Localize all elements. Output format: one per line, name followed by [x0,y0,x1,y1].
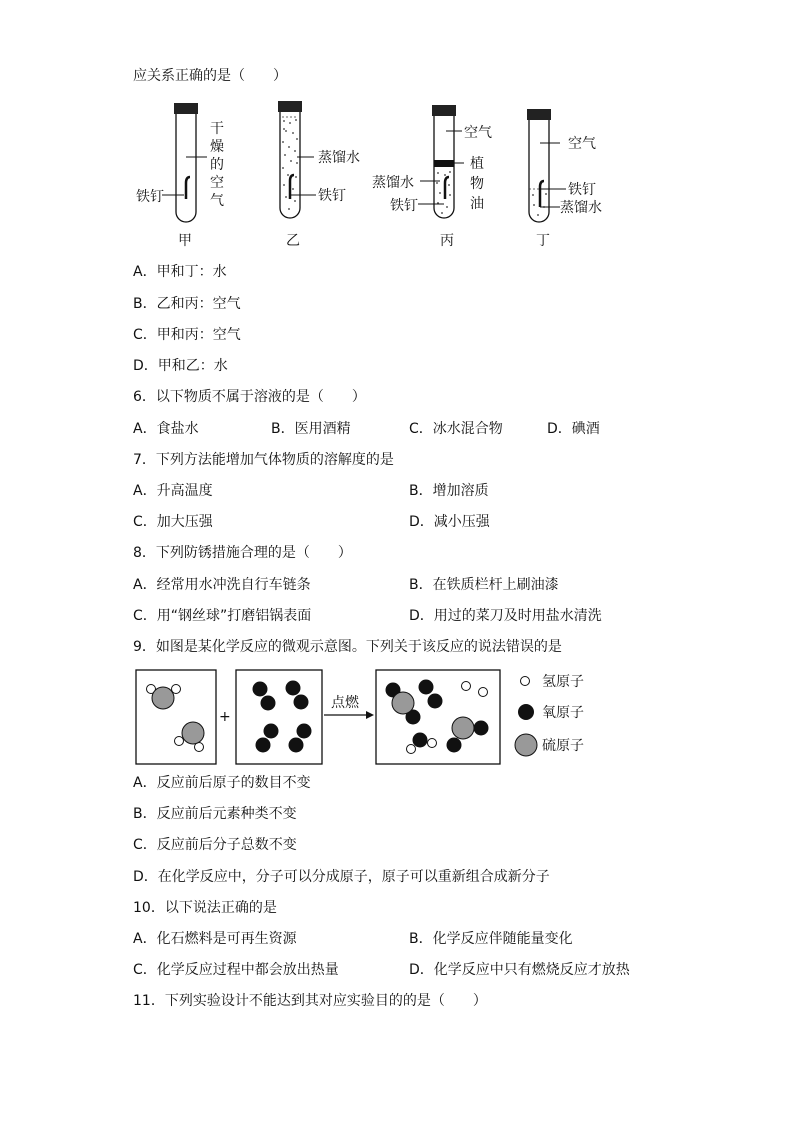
oxygen-atom-icon [518,704,534,720]
q10-option-a[interactable]: A．化石燃料是可再生资源 [133,931,297,947]
q8-option-c[interactable]: C．用“钢丝球”打磨铝锅表面 [133,608,312,624]
question-5-stem-tail: 应关系正确的是（ ） [133,68,287,84]
bing-oil-label-2: 物 [470,176,484,192]
q9-option-a[interactable]: A．反应前后原子的数目不变 [133,775,311,791]
tube-yi [278,101,360,249]
yi-water-label: 蒸馏水 [318,150,360,166]
test-tube-figure [120,95,640,255]
sulfur-atom-icon [515,734,537,756]
ding-water-label: 蒸馏水 [560,200,602,216]
q10-option-d[interactable]: D．化学反应中只有燃烧反应才放热 [409,962,630,978]
ding-nail-label: 铁钉 [568,182,596,198]
ding-air-label: 空气 [568,136,596,152]
q7-option-c[interactable]: C．加大压强 [133,514,213,530]
q9-option-d[interactable]: D．在化学反应中，分子可以分成原子，原子可以重新组合成新分子 [133,869,550,885]
atom-legend [515,674,584,756]
bing-oil-label-3: 油 [470,196,484,212]
plus-sign: + [219,709,231,725]
tube-jia [136,103,224,249]
reaction-condition: 点燃 [331,695,359,711]
q8-option-b[interactable]: B．在铁质栏杆上刷油漆 [409,577,559,593]
jia-air-label-1: 干 [210,121,224,137]
legend-sulfur: 硫原子 [542,738,584,754]
q7-option-d[interactable]: D．减小压强 [409,514,490,530]
q6-stem: 6．以下物质不属于溶液的是（ ） [133,389,366,405]
q5-option-c[interactable]: C．甲和丙：空气 [133,327,241,343]
hydrogen-atom-icon [521,677,530,686]
bing-nail-label: 铁钉 [390,198,418,214]
q9-option-c[interactable]: C．反应前后分子总数不变 [133,837,297,853]
q10-stem: 10．以下说法正确的是 [133,900,277,916]
jia-caption: 甲 [178,233,192,249]
yi-caption: 乙 [286,233,300,249]
jia-air-label-2: 燥 [210,139,224,155]
q10-option-c[interactable]: C．化学反应过程中都会放出热量 [133,962,339,978]
yi-nail-label: 铁钉 [318,188,346,204]
q7-option-b[interactable]: B．增加溶质 [409,483,489,499]
q5-option-a[interactable]: A．甲和丁：水 [133,264,227,280]
q5-option-d[interactable]: D．甲和乙：水 [133,358,228,374]
jia-nail-label: 铁钉 [136,189,164,205]
bing-air-label: 空气 [464,125,492,141]
tube-ding [527,109,602,249]
q9-option-b[interactable]: B．反应前后元素种类不变 [133,806,297,822]
jia-air-label-3: 的 [210,157,224,173]
legend-oxygen: 氧原子 [542,705,584,721]
reactant-box-o2 [236,670,322,764]
legend-hydrogen: 氢原子 [542,674,584,690]
q5-option-b[interactable]: B．乙和丙：空气 [133,296,241,312]
q6-option-c[interactable]: C．冰水混合物 [409,421,503,437]
q6-option-a[interactable]: A．食盐水 [133,421,199,437]
q11-stem: 11．下列实验设计不能达到其对应实验目的的是（ ） [133,993,487,1009]
tube-bing [372,105,492,249]
q7-stem: 7．下列方法能增加气体物质的溶解度的是 [133,452,394,468]
q10-option-b[interactable]: B．化学反应伴随能量变化 [409,931,573,947]
ding-caption: 丁 [536,233,550,249]
q6-option-d[interactable]: D．碘酒 [547,421,600,437]
jia-air-label-5: 气 [210,193,224,209]
q8-stem: 8．下列防锈措施合理的是（ ） [133,545,352,561]
q8-option-a[interactable]: A．经常用水冲洗自行车链条 [133,577,311,593]
q9-stem: 9．如图是某化学反应的微观示意图。下列关于该反应的说法错误的是 [133,639,562,655]
q7-option-a[interactable]: A．升高温度 [133,483,213,499]
jia-air-label-4: 空 [210,175,224,191]
bing-oil-label-1: 植 [470,156,484,172]
q6-option-b[interactable]: B．医用酒精 [271,421,351,437]
bing-caption: 丙 [440,233,454,249]
q8-option-d[interactable]: D．用过的菜刀及时用盐水清洗 [409,608,602,624]
bing-water-label: 蒸馏水 [372,175,414,191]
reaction-diagram [130,665,600,770]
